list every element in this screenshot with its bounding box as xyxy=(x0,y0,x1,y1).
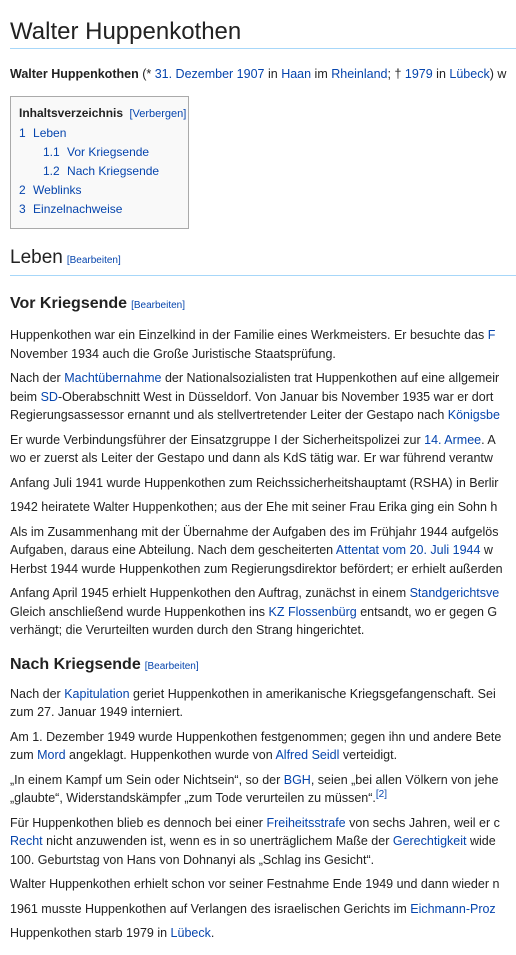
paragraph: Huppenkothen war ein Einzelkind in der Familie eines Werkmeisters. Er besuchte das F November 1934 auch die Große Juristische Staatsprüfung. xyxy=(10,328,496,361)
link-1979[interactable]: 1979 xyxy=(404,67,433,81)
link-kapitulation[interactable]: Kapitulation xyxy=(64,686,130,701)
edit-link-leben[interactable]: [Bearbeiten] xyxy=(66,255,121,266)
edit-link-vor-kriegsende[interactable]: [Bearbeiten] xyxy=(131,300,186,311)
section-body-vor-kriegsende xyxy=(10,326,516,640)
link-alfred-seidl[interactable]: Alfred Seidl xyxy=(275,748,340,762)
link-freiheitsstrafe[interactable]: Freiheitsstrafe xyxy=(266,815,346,830)
section-body-nach-kriegsende xyxy=(10,685,516,943)
link-luebeck[interactable]: Lübeck xyxy=(170,926,211,940)
toc-item-vor-kriegsende[interactable]: 1.1 Vor Kriegsende xyxy=(43,145,150,159)
link-rheinland[interactable]: Rheinland xyxy=(331,67,388,81)
link-sd[interactable]: SD xyxy=(40,389,58,404)
link-koenigsberg[interactable]: Königsbe xyxy=(447,408,500,422)
toc-toggle-button[interactable]: [Verbergen] xyxy=(129,108,187,120)
edit-link-nach-kriegsende[interactable]: [Bearbeiten] xyxy=(144,660,199,672)
link-attentat-20-juli[interactable]: Attentat vom 20. Juli 1944 xyxy=(335,543,481,557)
link-luebeck-lead[interactable]: Lübeck xyxy=(449,67,490,81)
link-recht[interactable]: Recht xyxy=(10,834,43,848)
paragraph: Huppenkothen starb 1979 in Lübeck. xyxy=(10,926,215,940)
toc-title: Inhaltsverzeichnis xyxy=(19,106,124,120)
link-mord[interactable]: Mord xyxy=(37,748,66,762)
paragraph: Nach der Kapitulation geriet Huppenkothen in amerikanische Kriegsgefangenschaft. Sei zum 27. Januar 1949 interniert. xyxy=(10,686,496,719)
lead-paragraph: Walter Huppenkothen (* 31. Dezember 1907 in Haan im Rheinland; † 1979 in Lübeck) w xyxy=(10,67,507,81)
lead-name: Walter Huppenkothen xyxy=(10,67,139,81)
paragraph: „In einem Kampf um Sein oder Nichtsein“, so der BGH, seien „bei allen Völkern von jehe „glaubte“, Widerstandskämpfer „zum Tode verurteilen zu müssen“.[2] xyxy=(10,772,499,805)
link-bgh[interactable]: BGH xyxy=(283,772,311,787)
reference-2[interactable]: [2] xyxy=(375,788,388,800)
paragraph: Anfang April 1945 erhielt Huppenkothen den Auftrag, zunächst in einem Standgerichtsve Gleich anschließend wurde Huppenkothen ins KZ Flossenbürg entsandt, wo er gegen G verhängt; die Verurteilten wurden durch den Strang hingerichtet. xyxy=(10,586,500,637)
link-machtuebernahme[interactable]: Machtübernahme xyxy=(64,371,162,385)
paragraph: 1942 heiratete Walter Huppenkothen; aus der Ehe mit seiner Frau Erika ging ein Sohn h xyxy=(10,500,498,514)
toc-item-nach-kriegsende[interactable]: 1.2 Nach Kriegsende xyxy=(43,164,160,178)
paragraph: Als im Zusammenhang mit der Übernahme der Aufgaben des im Frühjahr 1944 aufgelös Aufgaben, daraus eine Abteilung. Nach dem gescheiterten Attentat vom 20. Juli 1944 w Herbst 1944 wurde Huppenkothen zum Regierungsdirektor befördert; er erhielt außerden xyxy=(10,524,503,576)
paragraph: Anfang Juli 1941 wurde Huppenkothen zum Reichssicherheitshauptamt (RSHA) in Berlir xyxy=(10,475,499,490)
paragraph: Am 1. Dezember 1949 wurde Huppenkothen festgenommen; gegen ihn und andere Bete zum Mord angeklagt. Huppenkothen wurde von Alfred Seidl verteidigt. xyxy=(10,729,502,762)
link-gerechtigkeit[interactable]: Gerechtigkeit xyxy=(392,834,467,848)
section-heading-vor-kriegsende: Vor Kriegsende [Bearbeiten] xyxy=(10,295,186,312)
link-14-armee[interactable]: 14. Armee xyxy=(424,432,482,447)
link-standgerichtsverfahren[interactable]: Standgerichtsve xyxy=(409,586,500,600)
paragraph: Nach der Machtübernahme der Nationalsozialisten trat Huppenkothen auf eine allgemeir beim SD-Oberabschnitt West in Düsseldorf. Von Januar bis November 1935 war er dort Regierungsassessor ernannt und als stellvertretender Leiter der Gestapo nach Königsbe xyxy=(10,371,500,422)
paragraph: Er wurde Verbindungsführer der Einsatzgruppe I der Sicherheitspolizei zur 14. Armee. A wo er zuerst als Leiter der Gestapo und dann als KdS tätig war. Er war führend verantw xyxy=(10,432,496,465)
toc-header xyxy=(19,104,188,124)
link-f[interactable]: F xyxy=(487,328,496,342)
link-birth-date[interactable]: 31. Dezember 1907 xyxy=(154,67,265,81)
section-heading-nach-kriegsende: Nach Kriegsende [Bearbeiten] xyxy=(10,655,199,673)
toc-item-weblinks[interactable]: 2 Weblinks xyxy=(19,183,82,197)
paragraph: 1961 musste Huppenkothen auf Verlangen des israelischen Gerichts im Eichmann-Proz xyxy=(10,901,496,916)
section-heading-leben: Leben [Bearbeiten] xyxy=(10,244,516,276)
link-haan[interactable]: Haan xyxy=(281,67,312,81)
link-eichmann-prozess[interactable]: Eichmann-Proz xyxy=(410,901,496,916)
paragraph: Walter Huppenkothen erhielt schon vor seiner Festnahme Ende 1949 und dann wieder n xyxy=(10,877,500,891)
toc-item-einzelnachweise[interactable]: 3 Einzelnachweise xyxy=(19,202,123,216)
toc-item-leben[interactable]: 1 Leben xyxy=(19,126,67,140)
link-kz-flossenbuerg[interactable]: KZ Flossenbürg xyxy=(268,604,357,619)
article xyxy=(10,0,516,949)
table-of-contents xyxy=(10,96,189,229)
paragraph: Für Huppenkothen blieb es dennoch bei einer Freiheitsstrafe von sechs Jahren, weil er c Recht nicht anzuwenden ist, wenn es in so unerträglichem Maße der Gerechtigkeit wide 100. Geburtstag von Hans von Dohnanyi als „Schlag ins Gesicht“. xyxy=(10,815,500,867)
page-title: Walter Huppenkothen xyxy=(10,16,516,49)
